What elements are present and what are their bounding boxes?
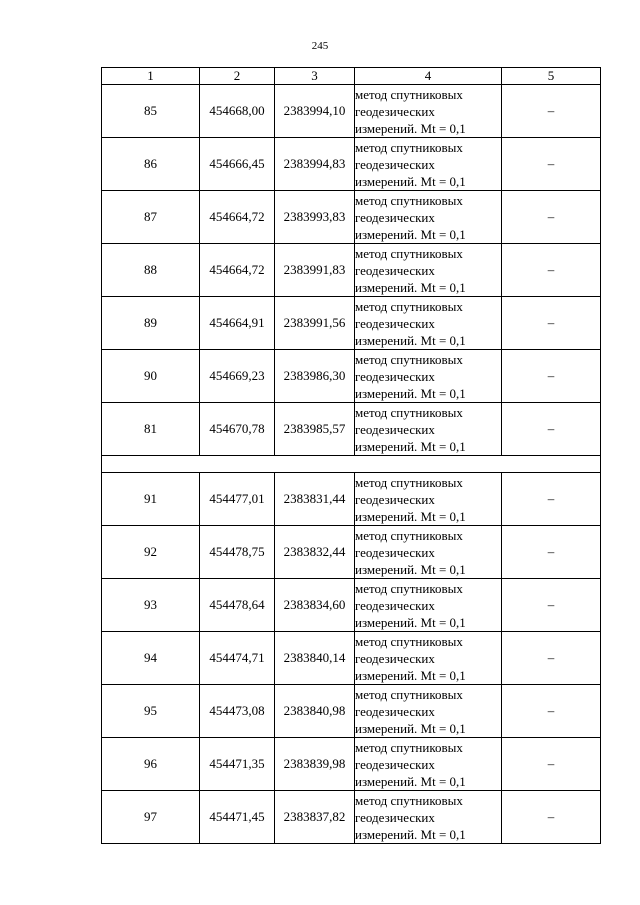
y-coordinate-cell: 2383991,56 (275, 297, 355, 350)
table-row (102, 297, 601, 350)
x-coordinate-cell: 454471,35 (200, 738, 275, 791)
page-number: 245 (311, 40, 329, 52)
x-coordinate-cell: 454478,64 (200, 579, 275, 632)
method-cell: метод спутниковых геодезических измерений. Mt = 0,1 (355, 473, 502, 526)
point-number-cell: 88 (102, 244, 200, 297)
error-cell: – (502, 244, 601, 297)
table-row (102, 191, 601, 244)
header-col-3: 3 (275, 68, 355, 85)
method-cell: метод спутниковых геодезических измерений. Mt = 0,1 (355, 85, 502, 138)
table-row (102, 138, 601, 191)
table-row (102, 632, 601, 685)
table-row (102, 473, 601, 526)
error-cell: – (502, 138, 601, 191)
x-coordinate-cell: 454477,01 (200, 473, 275, 526)
method-cell: метод спутниковых геодезических измерений. Mt = 0,1 (355, 579, 502, 632)
table-row (102, 579, 601, 632)
header-row (102, 68, 601, 85)
x-coordinate-cell: 454664,72 (200, 191, 275, 244)
header-col-1: 1 (102, 68, 200, 85)
x-coordinate-cell: 454669,23 (200, 350, 275, 403)
y-coordinate-cell: 2383985,57 (275, 403, 355, 456)
x-coordinate-cell: 454471,45 (200, 791, 275, 844)
y-coordinate-cell: 2383840,14 (275, 632, 355, 685)
table-row (102, 738, 601, 791)
y-coordinate-cell: 2383994,10 (275, 85, 355, 138)
point-number-cell: 91 (102, 473, 200, 526)
point-number-cell: 86 (102, 138, 200, 191)
method-cell: метод спутниковых геодезических измерений. Mt = 0,1 (355, 350, 502, 403)
x-coordinate-cell: 454474,71 (200, 632, 275, 685)
point-number-cell: 85 (102, 85, 200, 138)
table-row (102, 85, 601, 138)
header-col-2: 2 (200, 68, 275, 85)
method-cell: метод спутниковых геодезических измерений. Mt = 0,1 (355, 791, 502, 844)
separator-cell (102, 456, 601, 473)
error-cell: – (502, 791, 601, 844)
table-row (102, 685, 601, 738)
error-cell: – (502, 526, 601, 579)
point-number-cell: 87 (102, 191, 200, 244)
error-cell: – (502, 632, 601, 685)
error-cell: – (502, 297, 601, 350)
y-coordinate-cell: 2383832,44 (275, 526, 355, 579)
y-coordinate-cell: 2383991,83 (275, 244, 355, 297)
table-row (102, 403, 601, 456)
x-coordinate-cell: 454670,78 (200, 403, 275, 456)
method-cell: метод спутниковых геодезических измерений. Mt = 0,1 (355, 738, 502, 791)
point-number-cell: 90 (102, 350, 200, 403)
method-cell: метод спутниковых геодезических измерений. Mt = 0,1 (355, 244, 502, 297)
header-col-5: 5 (502, 68, 601, 85)
method-cell: метод спутниковых геодезических измерений. Mt = 0,1 (355, 191, 502, 244)
point-number-cell: 93 (102, 579, 200, 632)
error-cell: – (502, 685, 601, 738)
error-cell: – (502, 473, 601, 526)
separator-row (102, 456, 601, 473)
error-cell: – (502, 738, 601, 791)
method-cell: метод спутниковых геодезических измерений. Mt = 0,1 (355, 297, 502, 350)
error-cell: – (502, 191, 601, 244)
table-row (102, 791, 601, 844)
y-coordinate-cell: 2383831,44 (275, 473, 355, 526)
method-cell: метод спутниковых геодезических измерений. Mt = 0,1 (355, 526, 502, 579)
method-cell: метод спутниковых геодезических измерений. Mt = 0,1 (355, 632, 502, 685)
table-row (102, 244, 601, 297)
table-row (102, 526, 601, 579)
point-number-cell: 96 (102, 738, 200, 791)
table-row (102, 350, 601, 403)
point-number-cell: 95 (102, 685, 200, 738)
point-number-cell: 94 (102, 632, 200, 685)
x-coordinate-cell: 454473,08 (200, 685, 275, 738)
y-coordinate-cell: 2383834,60 (275, 579, 355, 632)
y-coordinate-cell: 2383993,83 (275, 191, 355, 244)
coordinates-table (101, 67, 601, 844)
error-cell: – (502, 350, 601, 403)
point-number-cell: 89 (102, 297, 200, 350)
y-coordinate-cell: 2383994,83 (275, 138, 355, 191)
error-cell: – (502, 579, 601, 632)
method-cell: метод спутниковых геодезических измерений. Mt = 0,1 (355, 403, 502, 456)
point-number-cell: 81 (102, 403, 200, 456)
x-coordinate-cell: 454664,72 (200, 244, 275, 297)
method-cell: метод спутниковых геодезических измерений. Mt = 0,1 (355, 685, 502, 738)
table-body (102, 85, 601, 844)
point-number-cell: 92 (102, 526, 200, 579)
y-coordinate-cell: 2383837,82 (275, 791, 355, 844)
y-coordinate-cell: 2383839,98 (275, 738, 355, 791)
method-cell: метод спутниковых геодезических измерений. Mt = 0,1 (355, 138, 502, 191)
x-coordinate-cell: 454666,45 (200, 138, 275, 191)
error-cell: – (502, 85, 601, 138)
x-coordinate-cell: 454668,00 (200, 85, 275, 138)
y-coordinate-cell: 2383986,30 (275, 350, 355, 403)
x-coordinate-cell: 454478,75 (200, 526, 275, 579)
x-coordinate-cell: 454664,91 (200, 297, 275, 350)
error-cell: – (502, 403, 601, 456)
y-coordinate-cell: 2383840,98 (275, 685, 355, 738)
header-col-4: 4 (355, 68, 502, 85)
point-number-cell: 97 (102, 791, 200, 844)
